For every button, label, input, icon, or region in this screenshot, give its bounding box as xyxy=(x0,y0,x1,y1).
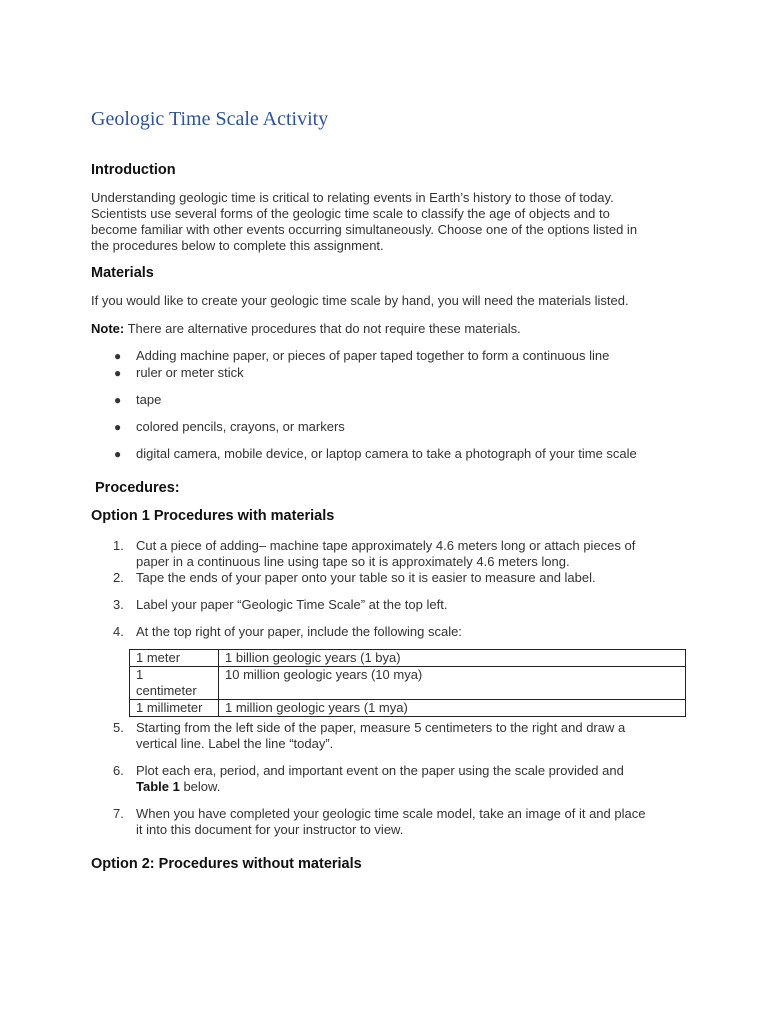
scale-table xyxy=(129,649,686,717)
document-title: Geologic Time Scale Activity xyxy=(91,108,329,130)
materials-heading: Materials xyxy=(91,265,154,281)
note-label: Note: xyxy=(91,321,125,336)
step-text: Tape the ends of your paper onto your table so it is easier to measure and label. xyxy=(136,570,596,585)
materials-intro: If you would like to create your geologic time scale by hand, you will need the materials listed. xyxy=(91,293,629,308)
step-line: it into this document for your instructor to view. xyxy=(136,822,404,837)
introduction-line: the procedures below to complete this assignment. xyxy=(91,238,384,253)
step-line-rest: below. xyxy=(179,779,221,794)
bullet-icon: ● xyxy=(114,420,122,434)
table-cell-value: 1 million geologic years (1 mya) xyxy=(219,700,686,717)
table-reference: Table 1 xyxy=(136,779,180,794)
table-row xyxy=(130,700,686,717)
step-line: Starting from the left side of the paper, measure 5 centimeters to the right and draw a xyxy=(136,720,626,735)
table-cell-unit: 1 millimeter xyxy=(130,700,219,717)
bullet-icon: ● xyxy=(114,393,122,407)
option2-heading: Option 2: Procedures without materials xyxy=(91,856,362,872)
step-text xyxy=(136,806,696,838)
step-line: vertical line. Label the line “today”. xyxy=(136,736,334,751)
table-row xyxy=(130,667,686,700)
step-number: 1. xyxy=(113,538,124,553)
procedures-heading: Procedures: xyxy=(95,480,180,496)
materials-note xyxy=(91,321,521,337)
table-row xyxy=(130,650,686,667)
option1-heading: Option 1 Procedures with materials xyxy=(91,508,335,524)
step-text xyxy=(136,720,696,752)
bullet-icon: ● xyxy=(114,366,122,380)
step-number: 3. xyxy=(113,597,124,612)
introduction-paragraph xyxy=(91,190,691,254)
step-line xyxy=(136,779,696,795)
note-text: There are alternative procedures that do not require these materials. xyxy=(124,321,521,336)
table-cell-unit: 1 meter xyxy=(130,650,219,667)
step-number: 2. xyxy=(113,570,124,585)
list-item-text: ruler or meter stick xyxy=(136,365,244,380)
list-item-text: Adding machine paper, or pieces of paper taped together to form a continuous line xyxy=(136,348,610,363)
list-item-text: tape xyxy=(136,392,162,407)
step-line: When you have completed your geologic time scale model, take an image of it and place xyxy=(136,806,646,821)
step-text: At the top right of your paper, include the following scale: xyxy=(136,624,462,639)
introduction-line: become familiar with other events occurring simultaneously. Choose one of the options listed in xyxy=(91,222,638,237)
step-number: 4. xyxy=(113,624,124,639)
introduction-line: Scientists use several forms of the geologic time scale to classify the age of objects and to xyxy=(91,206,610,221)
introduction-line: Understanding geologic time is critical to relating events in Earth’s history to those of today. xyxy=(91,190,614,205)
introduction-heading: Introduction xyxy=(91,162,176,178)
step-number: 7. xyxy=(113,806,124,821)
step-text: Label your paper “Geologic Time Scale” at the top left. xyxy=(136,597,448,612)
list-item-text: colored pencils, crayons, or markers xyxy=(136,419,345,434)
bullet-icon: ● xyxy=(114,447,122,461)
step-number: 6. xyxy=(113,763,124,778)
bullet-icon: ● xyxy=(114,349,122,363)
step-number: 5. xyxy=(113,720,124,735)
table-cell-value: 1 billion geologic years (1 bya) xyxy=(219,650,686,667)
step-line: Cut a piece of adding– machine tape approximately 4.6 meters long or attach pieces of xyxy=(136,538,636,553)
list-item-text: digital camera, mobile device, or laptop camera to take a photograph of your time scale xyxy=(136,446,637,461)
table-cell-unit: 1 centimeter xyxy=(130,667,219,700)
table-cell-value: 10 million geologic years (10 mya) xyxy=(219,667,686,700)
step-line: Plot each era, period, and important event on the paper using the scale provided and xyxy=(136,763,624,778)
step-line: paper in a continuous line using tape so it is approximately 4.6 meters long. xyxy=(136,554,570,569)
step-text xyxy=(136,538,696,570)
step-text xyxy=(136,763,696,795)
